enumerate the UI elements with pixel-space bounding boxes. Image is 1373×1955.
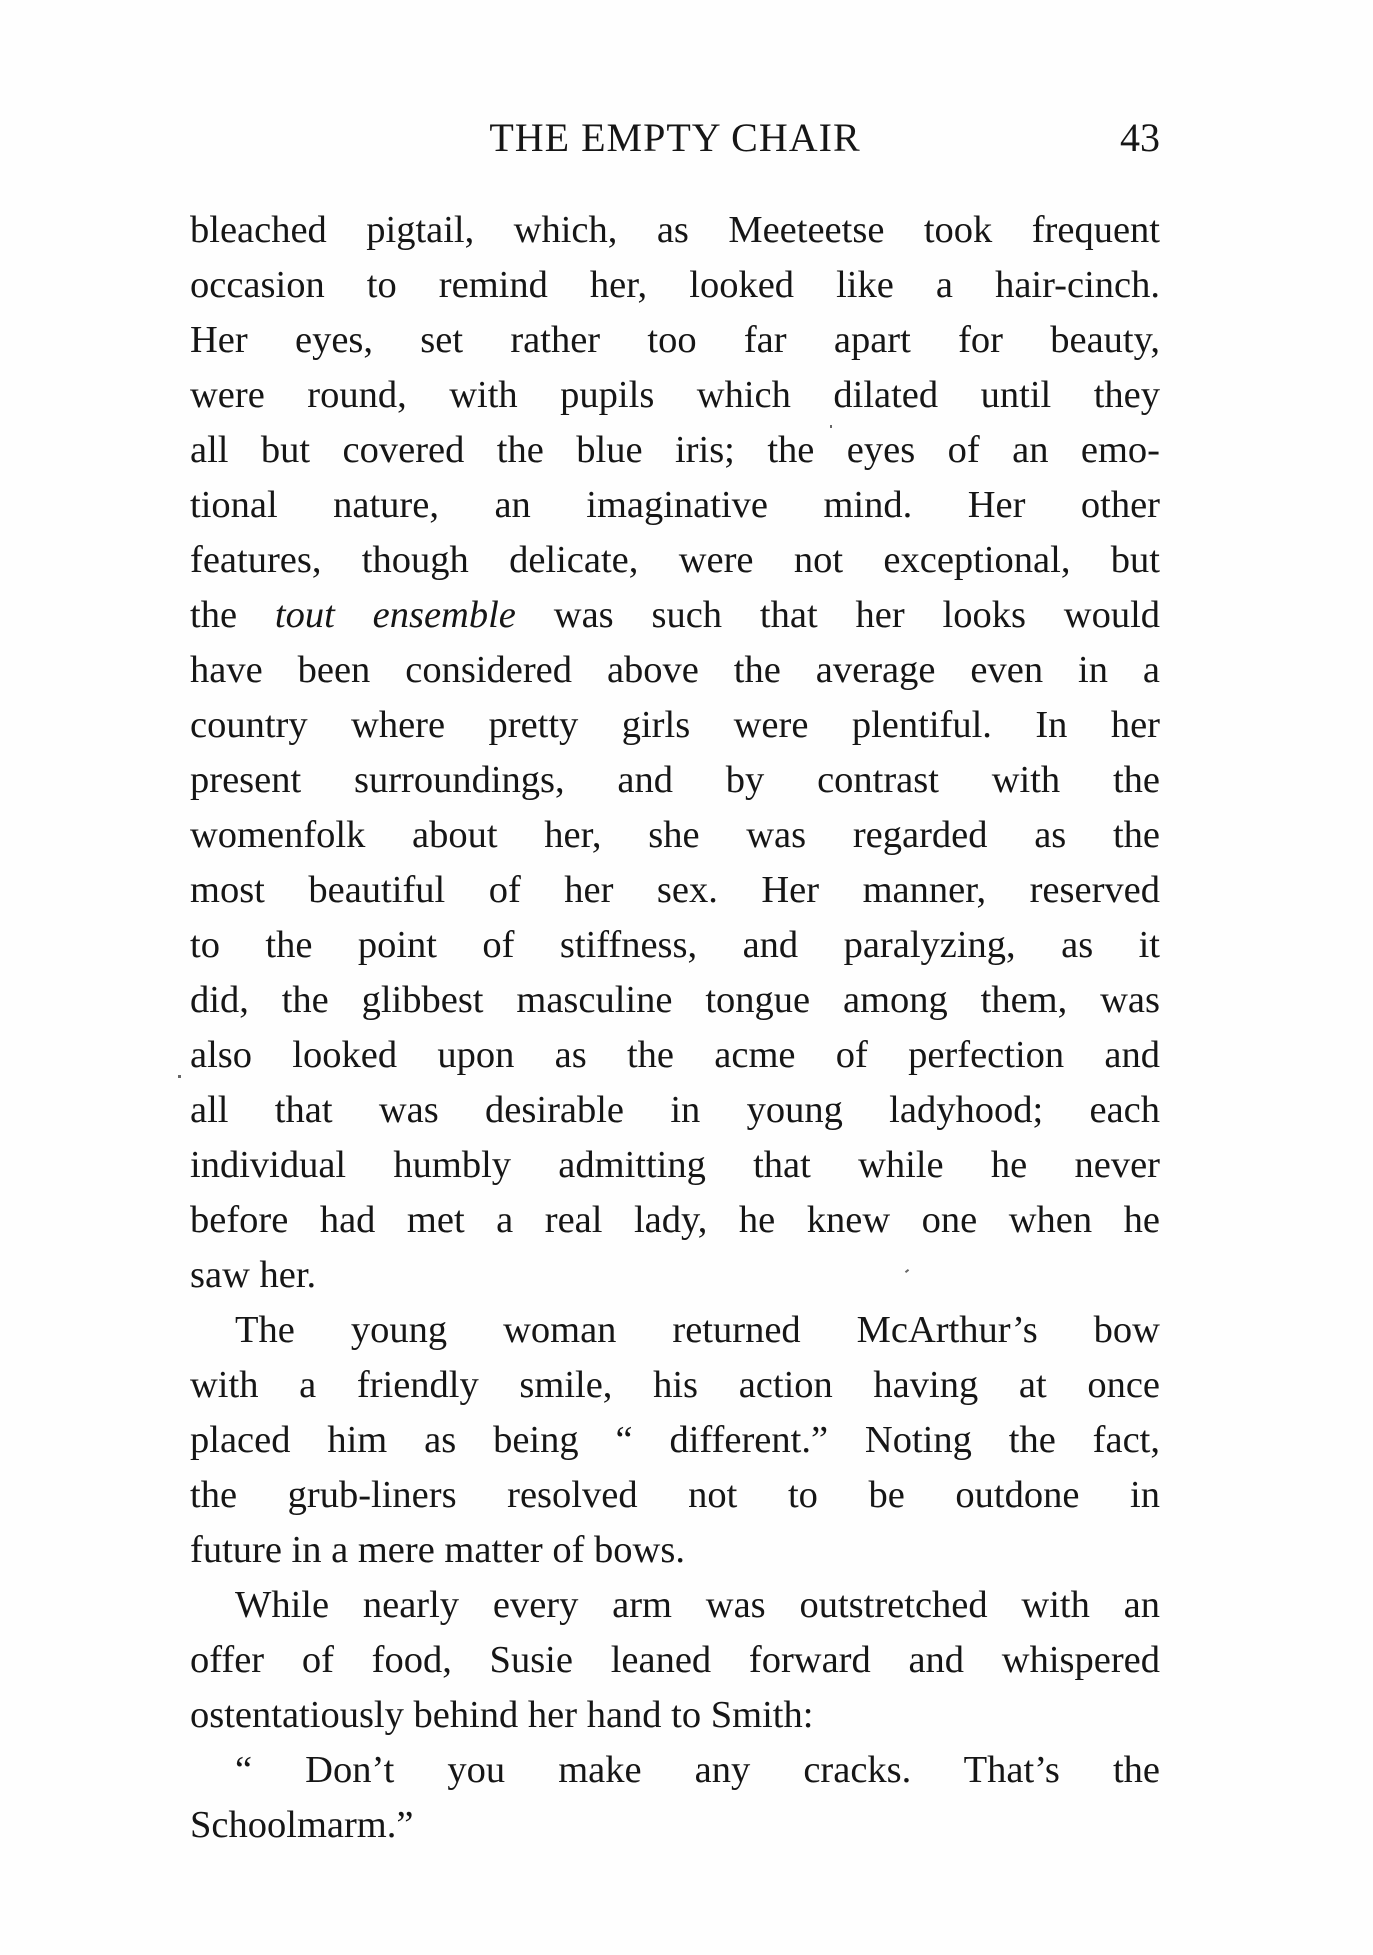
text-fragment: the: [190, 594, 238, 636]
text-line: While nearly every arm was outstretched with an: [235, 1584, 1160, 1626]
text-line: occasion to remind her, looked like a hair-cinch.: [190, 264, 1160, 306]
text-line: most beautiful of her sex. Her manner, reserved: [190, 869, 1160, 911]
ink-speck: [178, 1075, 181, 1078]
text-line: to the point of stiffness, and paralyzing, as it: [190, 924, 1160, 966]
text-line: individual humbly admitting that while he never: [190, 1144, 1160, 1186]
text-line: ostentatiously behind her hand to Smith:: [190, 1694, 814, 1736]
text-fragment: was such that her looks would: [553, 594, 1161, 636]
text-line: saw her.: [190, 1254, 317, 1296]
paragraph-4: [190, 1743, 1160, 1853]
text-line: the grub-liners resolved not to be outdone in: [190, 1474, 1160, 1516]
text-line: present surroundings, and by contrast with the: [190, 759, 1160, 801]
paragraph-1: [190, 203, 1160, 1303]
text-line: offer of food, Susie leaned forward and whispered: [190, 1639, 1160, 1681]
text-line: country where pretty girls were plentiful. In her: [190, 704, 1160, 746]
text-line: features, though delicate, were not exceptional, but: [190, 539, 1160, 581]
text-line-with-italic: [190, 588, 1160, 643]
text-line: also looked upon as the acme of perfection and: [190, 1034, 1160, 1076]
text-line: all that was desirable in young ladyhood; each: [190, 1089, 1160, 1131]
text-line: all but covered the blue iris; the eyes of an emo-: [190, 429, 1160, 471]
text-line: before had met a real lady, he knew one when he: [190, 1199, 1160, 1241]
italic-phrase: tout ensemble: [274, 594, 516, 636]
text-line: womenfolk about her, she was regarded as the: [190, 814, 1160, 856]
body-text: [190, 203, 1160, 1853]
text-line: with a friendly smile, his action having at once: [190, 1364, 1160, 1406]
text-line: have been considered above the average even in a: [190, 649, 1160, 691]
paragraph-2: [190, 1303, 1160, 1578]
page-number: 43: [1120, 115, 1160, 160]
running-title: THE EMPTY CHAIR: [489, 115, 861, 160]
text-line: The young woman returned McArthur’s bow: [235, 1309, 1160, 1351]
text-line: placed him as being “ different.” Noting the fact,: [190, 1419, 1160, 1461]
text-line: “ Don’t you make any cracks. That’s the: [235, 1749, 1160, 1791]
text-line: Schoolmarm.”: [190, 1804, 414, 1846]
text-line: tional nature, an imaginative mind. Her other: [190, 484, 1160, 526]
paragraph-3: [190, 1578, 1160, 1743]
running-head: [190, 108, 1160, 168]
text-line: Her eyes, set rather too far apart for beauty,: [190, 319, 1160, 361]
text-line: were round, with pupils which dilated until they: [190, 374, 1160, 416]
text-line: future in a mere matter of bows.: [190, 1529, 685, 1571]
ink-speck: [830, 425, 832, 428]
text-line: did, the glibbest masculine tongue among them, was: [190, 979, 1160, 1021]
text-line: bleached pigtail, which, as Meeteetse took frequent: [190, 209, 1160, 251]
